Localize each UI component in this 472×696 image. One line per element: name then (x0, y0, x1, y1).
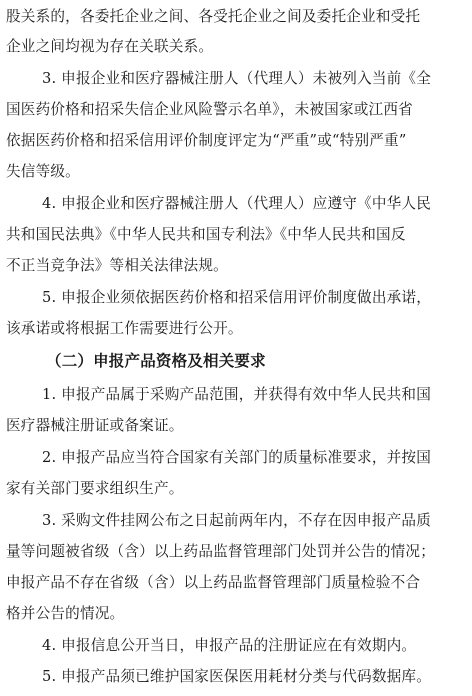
list-item-line: 5. 申报产品须已维护国家医保医用耗材分类与代码数据库。 (42, 668, 432, 685)
paragraph-line: 格并公告的情况。 (6, 605, 125, 622)
paragraph-line: 该承诺或将根据工作需要进行公开。 (6, 320, 243, 337)
list-item-line: 1. 申报产品属于采购产品范围，并获得有效中华人民共和国 (42, 386, 432, 403)
list-item-line: 3. 采购文件挂网公布之日起前两年内，不存在因申报产品质 (42, 512, 432, 529)
list-item-line: 3. 申报企业和医疗器械注册人（代理人）未被列入当前《全 (42, 70, 432, 87)
paragraph-line: 量等问题被省级（含）以上药品监督管理部门处罚并公告的情况； (6, 543, 436, 560)
paragraph-line: 医疗器械注册证或备案证。 (6, 417, 184, 434)
paragraph-line: 家有关部门要求组织生产。 (6, 480, 184, 497)
list-item-line: 2. 申报产品应当符合国家有关部门的质量标准要求，并按国 (42, 449, 432, 466)
paragraph-line: 依据医药价格和招采信用评价制度评定为“严重”或“特别严重” (6, 132, 407, 149)
paragraph-line: 股关系的，各委托企业之间、各受托企业之间及委托企业和受托 (6, 8, 421, 25)
paragraph-line: 申报产品不存在省级（含）以上药品监督管理部门质量检验不合 (6, 574, 421, 591)
section-heading: （二）申报产品资格及相关要求 (46, 352, 266, 370)
list-item-line: 5. 申报企业须依据医药价格和招采信用评价制度做出承诺， (42, 289, 432, 306)
paragraph-line: 共和国民法典》《中华人民共和国专利法》《中华人民共和国反 (6, 226, 406, 243)
paragraph-line: 企业之间均视为存在关联关系。 (6, 38, 214, 55)
paragraph-line: 失信等级。 (6, 163, 80, 180)
paragraph-line: 国医药价格和招采失信企业风险警示名单》，未被国家或江西省 (6, 101, 413, 118)
paragraph-line: 不正当竞争法》等相关法律法规。 (6, 257, 228, 274)
list-item-line: 4. 申报企业和医疗器械注册人（代理人）应遵守《中华人民 (42, 195, 432, 212)
list-item-line: 4. 申报信息公开当日，申报产品的注册证应在有效期内。 (42, 637, 417, 654)
